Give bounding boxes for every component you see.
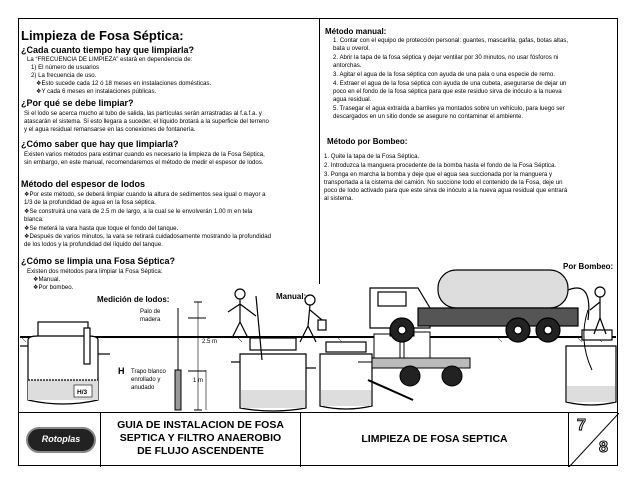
- pump-step: transportada a la cisterna del camión. No succione todo el contenido de la Fosa, deje un: [324, 179, 563, 186]
- heading-how-know: ¿Cómo saber que hay que limpiarla?: [21, 139, 179, 149]
- label-wood-pole-1: Palo de: [140, 309, 161, 315]
- guide-title-line: DE FLUJO ASCENDENTE: [137, 445, 264, 457]
- frequency-item: ❖Y cada 6 meses en instalaciones públicas.: [36, 88, 157, 95]
- pump-step: poco de lodo activado para que este sirva de inóculo a la nueva agua residual que entrará: [324, 187, 568, 194]
- pump-step: 2. Introduzca la manguera procedente de la bomba hasta el fondo de la Fosa Séptica.: [324, 162, 557, 169]
- measuring-pole: [175, 302, 206, 410]
- why-text: y el agua residual remansarse en las conexiones de fontanería.: [24, 126, 196, 133]
- septic-cleaning-illustration: [18, 250, 618, 412]
- page-number-top: 7: [577, 417, 586, 434]
- why-text: atascarán el sistema. Si esto llegara a suceder, el líquido brotará a la superficie del terreno: [24, 118, 269, 125]
- sludge-method-text: ❖Por este método, se deberá limpiar cuando la altura de sedimentos sea igual o mayor a: [24, 191, 266, 198]
- sludge-method-text: blanca.: [24, 216, 44, 223]
- sludge-method-text: ❖Se meterá la vara hasta que toque el fondo del tanque.: [24, 225, 179, 232]
- rotoplas-logo: [26, 427, 96, 453]
- heading-pump-method: Método por Bombeo:: [327, 137, 408, 146]
- pump-step: al sistema.: [324, 195, 354, 202]
- manual-step: antorchas.: [333, 62, 362, 69]
- manual-step: poco en el fondo de la fosa séptica para que este residuo sirva de inóculo a la nueva: [333, 88, 562, 95]
- frequency-item: ❖Esto sucede cada 12 ó 18 meses en instalaciones domésticas.: [36, 80, 212, 87]
- septic-tank-manual: [231, 338, 316, 411]
- main-title: Limpieza de Fosa Séptica:: [21, 28, 184, 43]
- pump-step: 1. Quite la tapa de la Fosa Séptica.: [324, 153, 420, 160]
- manual-step: 1. Contar con el equipo de protección personal: guantes, mascarilla, gafas, botas altas,: [333, 37, 569, 44]
- how-know-text: Existen varios métodos para estimar cuando es necesario la limpieza de la Fosa Séptica,: [24, 151, 265, 158]
- frequency-item: 2) La frecuencia de uso.: [31, 72, 97, 79]
- how-clean-item: ❖Por bombeo.: [33, 284, 74, 291]
- label-cloth-1: Trapo blanco: [131, 369, 166, 375]
- label-pump: Por Bombeo:: [563, 262, 614, 271]
- manual-step: 4. Extraer el agua de la fosa séptica con ayuda de una cubeta, asegurarse de dejar un: [333, 80, 567, 87]
- label-sludge-measure: Medición de lodos:: [97, 295, 170, 304]
- how-clean-item: ❖Manual.: [33, 276, 61, 283]
- label-cloth-2: enrollado y: [131, 377, 161, 383]
- how-clean-intro: Existen dos métodos para limpiar la Fosa Séptica:: [27, 268, 163, 275]
- page-number-cell: [568, 413, 618, 467]
- label-dim-1m: 1 m: [193, 378, 204, 384]
- sludge-method-text: de los lodos y la profundidad del líquido del tanque.: [24, 241, 163, 248]
- label-dim-h3: H/3: [77, 389, 88, 396]
- label-cloth-3: anudado: [131, 385, 155, 391]
- manual-step: 2. Abrir la tapa de la fosa séptica y dejar ventilar por 30 minutos, no usar fósforos ni: [333, 54, 559, 61]
- label-manual: Manual:: [276, 292, 307, 301]
- label-dim-h: H: [118, 366, 125, 376]
- label-dim-25m: 2.5 m: [202, 339, 218, 345]
- pump-step: 3. Ponga en marcha la bomba y deje que el agua sea succionada por la manguera y: [324, 171, 552, 178]
- heading-how-clean: ¿Cómo se limpia una Fosa Séptica?: [21, 256, 176, 266]
- sludge-method-text: ❖Después de varios minutos, la vara se retirará cuidadosamente mostrando la profundidad: [24, 233, 271, 240]
- manual-step: 3. Agitar el agua de la fosa séptica con ayuda de una pala o una especie de remo.: [333, 71, 555, 78]
- septic-tank-measure: [20, 322, 110, 404]
- sludge-method-text: 1/3 de la profundidad de agua en la fosa séptica.: [24, 199, 156, 206]
- heading-manual-method: Método manual:: [325, 27, 387, 36]
- heading-frequency: ¿Cada cuanto tiempo hay que limpiarla?: [21, 45, 195, 55]
- guide-title-cell: [100, 413, 300, 467]
- manual-step: descargados en un sitio donde se asegure no contaminar el ambiente.: [333, 113, 524, 120]
- why-text: Si el lodo se acerca mucho al tubo de salida, las partículas serán arrastradas al f.a.f.a. y: [24, 110, 262, 117]
- tank-truck: [370, 270, 589, 342]
- heading-sludge-method: Método del espesor de lodos: [21, 179, 146, 189]
- guide-title-line: GUIA DE INSTALACION DE FOSA: [117, 419, 284, 431]
- septic-tank-third: [320, 342, 372, 409]
- section-title-cell: [300, 413, 568, 467]
- heading-why: ¿Por qué se debe limpiar?: [21, 98, 134, 108]
- label-wood-pole-2: madera: [140, 317, 161, 323]
- manual-step: bata u overol.: [333, 45, 370, 52]
- guide-title-line: SEPTICA Y FILTRO ANAEROBIO: [119, 432, 282, 444]
- footer: [18, 412, 618, 467]
- section-title: LIMPIEZA DE FOSA SEPTICA: [361, 433, 508, 445]
- column-divider: [319, 18, 320, 284]
- manual-step: 5. Trasegar el agua extraída a barriles ya montados sobre un vehículo, para luego ser: [333, 105, 565, 112]
- page-number-bottom: 8: [599, 439, 608, 456]
- logo-text: Rotoplas: [41, 434, 81, 444]
- manual-step: agua residual.: [333, 96, 372, 103]
- sludge-method-text: ❖Se construirá una vara de 2.5 m de largo, a la cual se le envolverán 1.00 m en tela: [24, 208, 253, 215]
- frequency-intro: La “FRECUENCIA DE LIMPIEZA” estará en dependencia de:: [27, 56, 193, 63]
- frequency-item: 1) El número de usuarios: [31, 64, 100, 71]
- how-know-text: sin embargo, en este manual, recomendaremos el método de medir el espesor de lodos.: [24, 159, 264, 166]
